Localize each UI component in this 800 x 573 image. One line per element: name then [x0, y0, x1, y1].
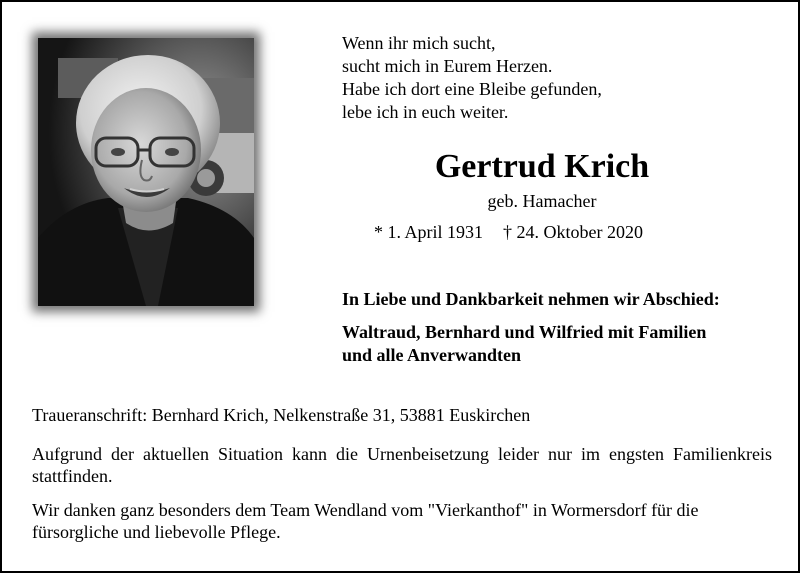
life-dates [374, 221, 754, 243]
portrait-image [38, 38, 254, 306]
poem-line: Wenn ihr mich sucht, [342, 33, 496, 53]
deceased-name: Gertrud Krich [434, 148, 650, 185]
farewell-heading: In Liebe und Dankbarkeit nehmen wir Abschied: [342, 289, 720, 309]
mourning-address: Traueranschrift: Bernhard Krich, Nelkenstraße 31, 53881 Euskirchen [32, 405, 531, 425]
mourners-line: Waltraud, Bernhard und Wilfried mit Familien [342, 322, 707, 342]
maiden-name: geb. Hamacher [487, 191, 597, 211]
mourners [342, 321, 792, 367]
thanks-note: Wir danken ganz besonders dem Team Wendland vom "Vierkanthof" in Wormersdorf für die fürsorgliche und liebevolle Pflege. [32, 500, 699, 542]
mourners-line: und alle Anverwandten [342, 345, 522, 365]
memorial-poem [342, 32, 782, 124]
death-date: † 24. Oktober 2020 [503, 222, 643, 242]
birth-date: * 1. April 1931 [374, 222, 484, 242]
portrait-photo [38, 38, 254, 306]
portrait-frame [32, 32, 260, 312]
poem-line: lebe ich in euch weiter. [342, 102, 509, 122]
poem-line: Habe ich dort eine Bleibe gefunden, [342, 79, 602, 99]
poem-line: sucht mich in Eurem Herzen. [342, 56, 553, 76]
burial-notice: Aufgrund der aktuellen Situation kann die Urnenbeisetzung leider nur im engsten Familienkreis stattfinden. [32, 444, 772, 486]
